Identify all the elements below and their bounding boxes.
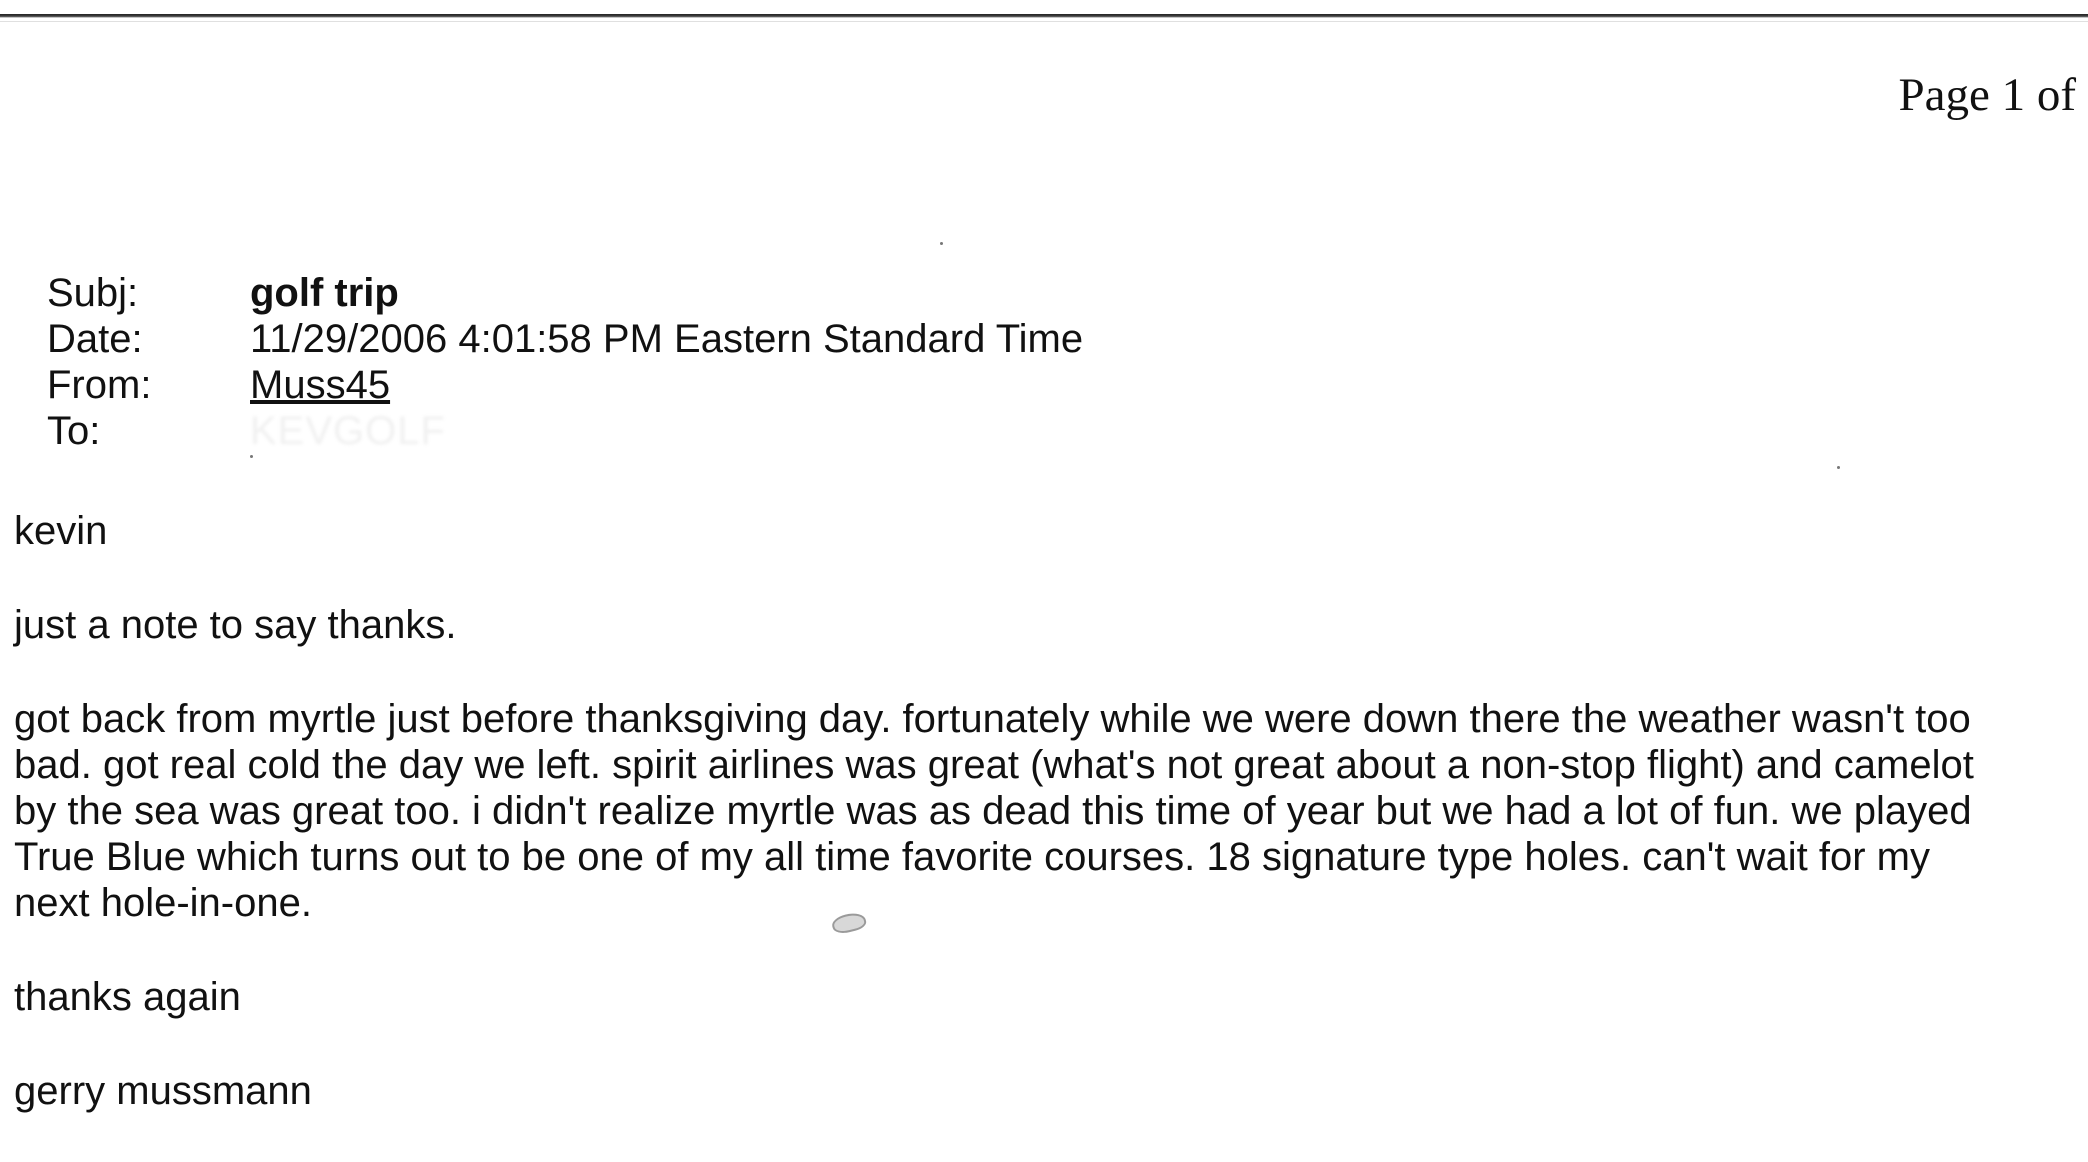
- to-row: [47, 408, 1083, 454]
- recipient-value-redacted: KEVGOLF: [250, 409, 446, 453]
- greeting: kevin: [14, 509, 108, 553]
- from-row: [47, 362, 1083, 408]
- main-paragraph: [14, 696, 2074, 926]
- main-paragraph-line: True Blue which turns out to be one of my all time favorite courses. 18 signature type holes. can't wait for my: [14, 835, 1930, 879]
- scan-speck: [940, 242, 943, 245]
- scan-speck: [250, 455, 253, 458]
- date-label: Date:: [47, 317, 143, 361]
- intro-paragraph: just a note to say thanks.: [14, 603, 457, 647]
- scan-speck: [1837, 466, 1840, 469]
- date-value: 11/29/2006 4:01:58 PM Eastern Standard Time: [250, 317, 1084, 361]
- main-paragraph-line: by the sea was great too. i didn't realize myrtle was as dead this time of year but we had a lot of fun. we played: [14, 789, 1972, 833]
- subject-label: Subj:: [47, 271, 139, 315]
- closing: thanks again: [14, 975, 241, 1019]
- sender-link[interactable]: Muss45: [250, 363, 391, 407]
- main-paragraph-line: next hole-in-one.: [14, 881, 312, 925]
- page-number: Page 1 of: [1898, 69, 2076, 121]
- email-header: [47, 270, 1083, 454]
- email-body: [14, 508, 2074, 1162]
- date-row: [47, 316, 1083, 362]
- subject-value: golf trip: [250, 271, 399, 315]
- to-label: To:: [47, 409, 101, 453]
- subject-row: [47, 270, 1083, 316]
- main-paragraph-line: bad. got real cold the day we left. spirit airlines was great (what's not great about a non-stop flight) and camelot: [14, 743, 1974, 787]
- top-rule-shadow: [0, 21, 2088, 22]
- from-label: From:: [47, 363, 152, 407]
- main-paragraph-line: got back from myrtle just before thanksgiving day. fortunately while we were down there the weather wasn't too: [14, 697, 1971, 741]
- signature: gerry mussmann: [14, 1069, 312, 1113]
- top-rule: [0, 14, 2088, 18]
